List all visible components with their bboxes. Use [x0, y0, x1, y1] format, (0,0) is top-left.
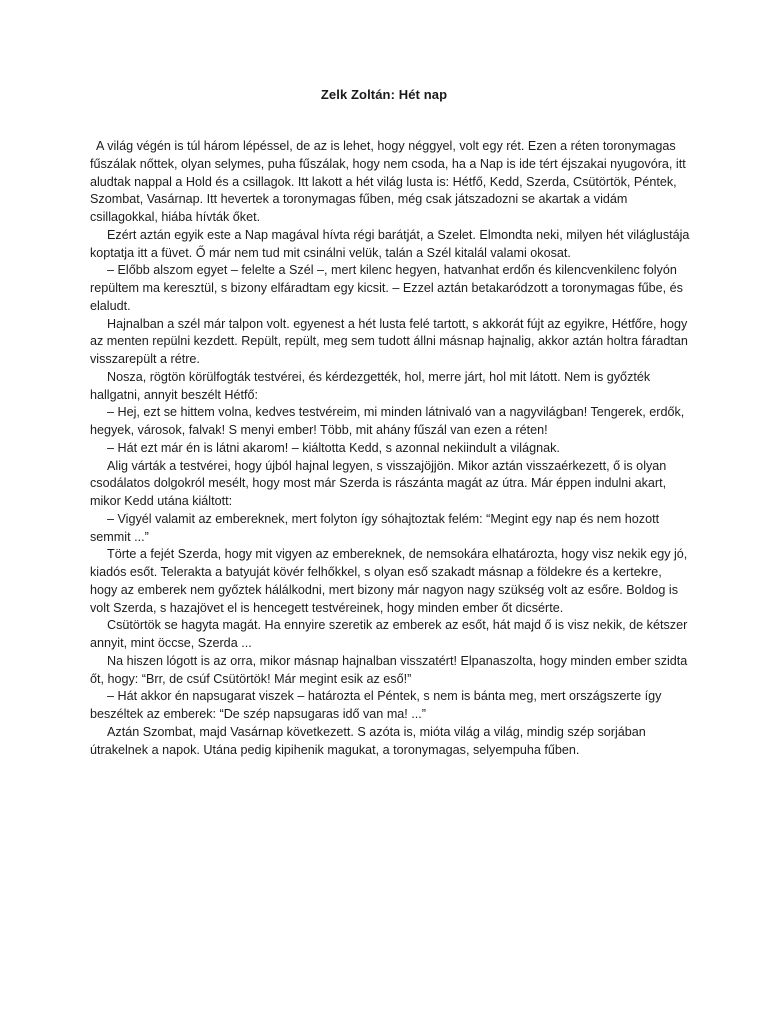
paragraph-6: – Hej, ezt se hittem volna, kedves testvéreim, mi minden látnivaló van a nagyvilágban! Tengerek, erdők, hegyek, városok, falvak! S menyi ember! Több, mit ahány fűszál van ezen a réten! — [90, 405, 685, 437]
paragraph-12: Na hiszen lógott is az orra, mikor másnap hajnalban visszatért! Elpanaszolta, hogy minden ember szidta őt, hogy: “Brr, de csúf Csütörtök! Már megint esik az eső!” — [90, 653, 688, 686]
paragraph-14: Aztán Szombat, majd Vasárnap következett. S azóta is, mióta világ a világ, mindig szép sorjában útrakelnek a napok. Utána pedig kipihenik magukat, a toronymagas, selyempuha fűben. — [90, 724, 646, 757]
paragraph-1: A világ végén is túl három lépéssel, de az is lehet, hogy néggyel, volt egy rét. Ezen a réten toronymagas fűszálak nőttek, olyan selymes, puha fűszálak, hogy nem csoda, ha a Nap is ide tért éjszakai nyugovóra, itt aludtak nappal a Hold és a csillagok. Itt lakott a hét világ lusta is: Hétfő, Kedd, Szerda, Csütörtök, Péntek, Szombat, Vasárnap. Itt hevertek a toronymagas fűben, még csak játszadozni se akartak a vidám csillagokkal, hiába hívták őket. — [90, 139, 686, 224]
paragraph-5: Nosza, rögtön körülfogták testvérei, és kérdezgették, hol, merre járt, hol mit látott. Nem is győzték hallgatni, annyit beszélt Hétfő: — [90, 369, 651, 402]
paragraph-9: – Vigyél valamit az embereknek, mert folyton így sóhajtoztak felém: “Megint egy nap és nem hozott semmit ...” — [90, 511, 660, 544]
paragraph-2: Ezért aztán egyik este a Nap magával hívta régi barátját, a Szelet. Elmondta neki, milyen hét világlustája koptatja itt a füvet. Ő már nem tud mit csinálni velük, talán a Szél kitalál valami okosat. — [90, 227, 690, 260]
paragraph-8: Alig várták a testvérei, hogy újból hajnal legyen, s visszajöjjön. Mikor aztán visszaérkezett, ő is olyan csodálatos dolgokról mesélt, hogy most már Szerda is rászánta magát az útra. Már éppen indulni akart, mikor Kedd utána kiáltott: — [90, 458, 667, 508]
paragraph-4: Hajnalban a szél már talpon volt. egyenest a hét lusta felé tartott, s akkorát fújt az egyikre, Hétfőre, hogy az menten repülni kezdett. Repült, repült, meg sem tudott állni másnap hajnalig, akkor aztán holtra fáradtan visszarepült a rétre. — [90, 316, 688, 366]
paragraph-7: – Hát ezt már én is látni akarom! – kiáltotta Kedd, s azonnal nekiindult a világnak. — [107, 440, 560, 455]
document-title: Zelk Zoltán: Hét nap — [320, 87, 448, 102]
paragraph-13: – Hát akkor én napsugarat viszek – határozta el Péntek, s nem is bánta meg, mert országszerte így beszéltek az emberek: “De szép napsugaras idő van ma! ...” — [90, 689, 662, 721]
paragraph-11: Csütörtök se hagyta magát. Ha ennyire szeretik az emberek az esőt, hát majd ő is visz nekik, de kétszer annyit, mint öccse, Szerda ... — [90, 618, 688, 650]
document-body — [90, 138, 690, 759]
paragraph-3: – Előbb alszom egyet – felelte a Szél –, mert kilenc hegyen, hatvanhat erdőn és kilencvenkilenc folyón repültem ma keresztül, s bizony elfáradtam egy kicsit. – Ezzel aztán betakaródzott a toronymagas fűbe, és elaludt. — [90, 263, 683, 313]
paragraph-10: Törte a fejét Szerda, hogy mit vigyen az embereknek, de nemsokára elhatározta, hogy visz nekik egy jó, kiadós esőt. Telerakta a batyuját kövér felhőkkel, s olyan eső szakadt másnap a földekre és a kertekre, hogy az emberek nem győztek hálálkodni, mert bizony már nagyon nagy szükség volt az esőre. Boldog is volt Szerda, s hazajövet el is hencegett testvéreinek, hogy minden ember őt dicsérte. — [90, 547, 688, 615]
